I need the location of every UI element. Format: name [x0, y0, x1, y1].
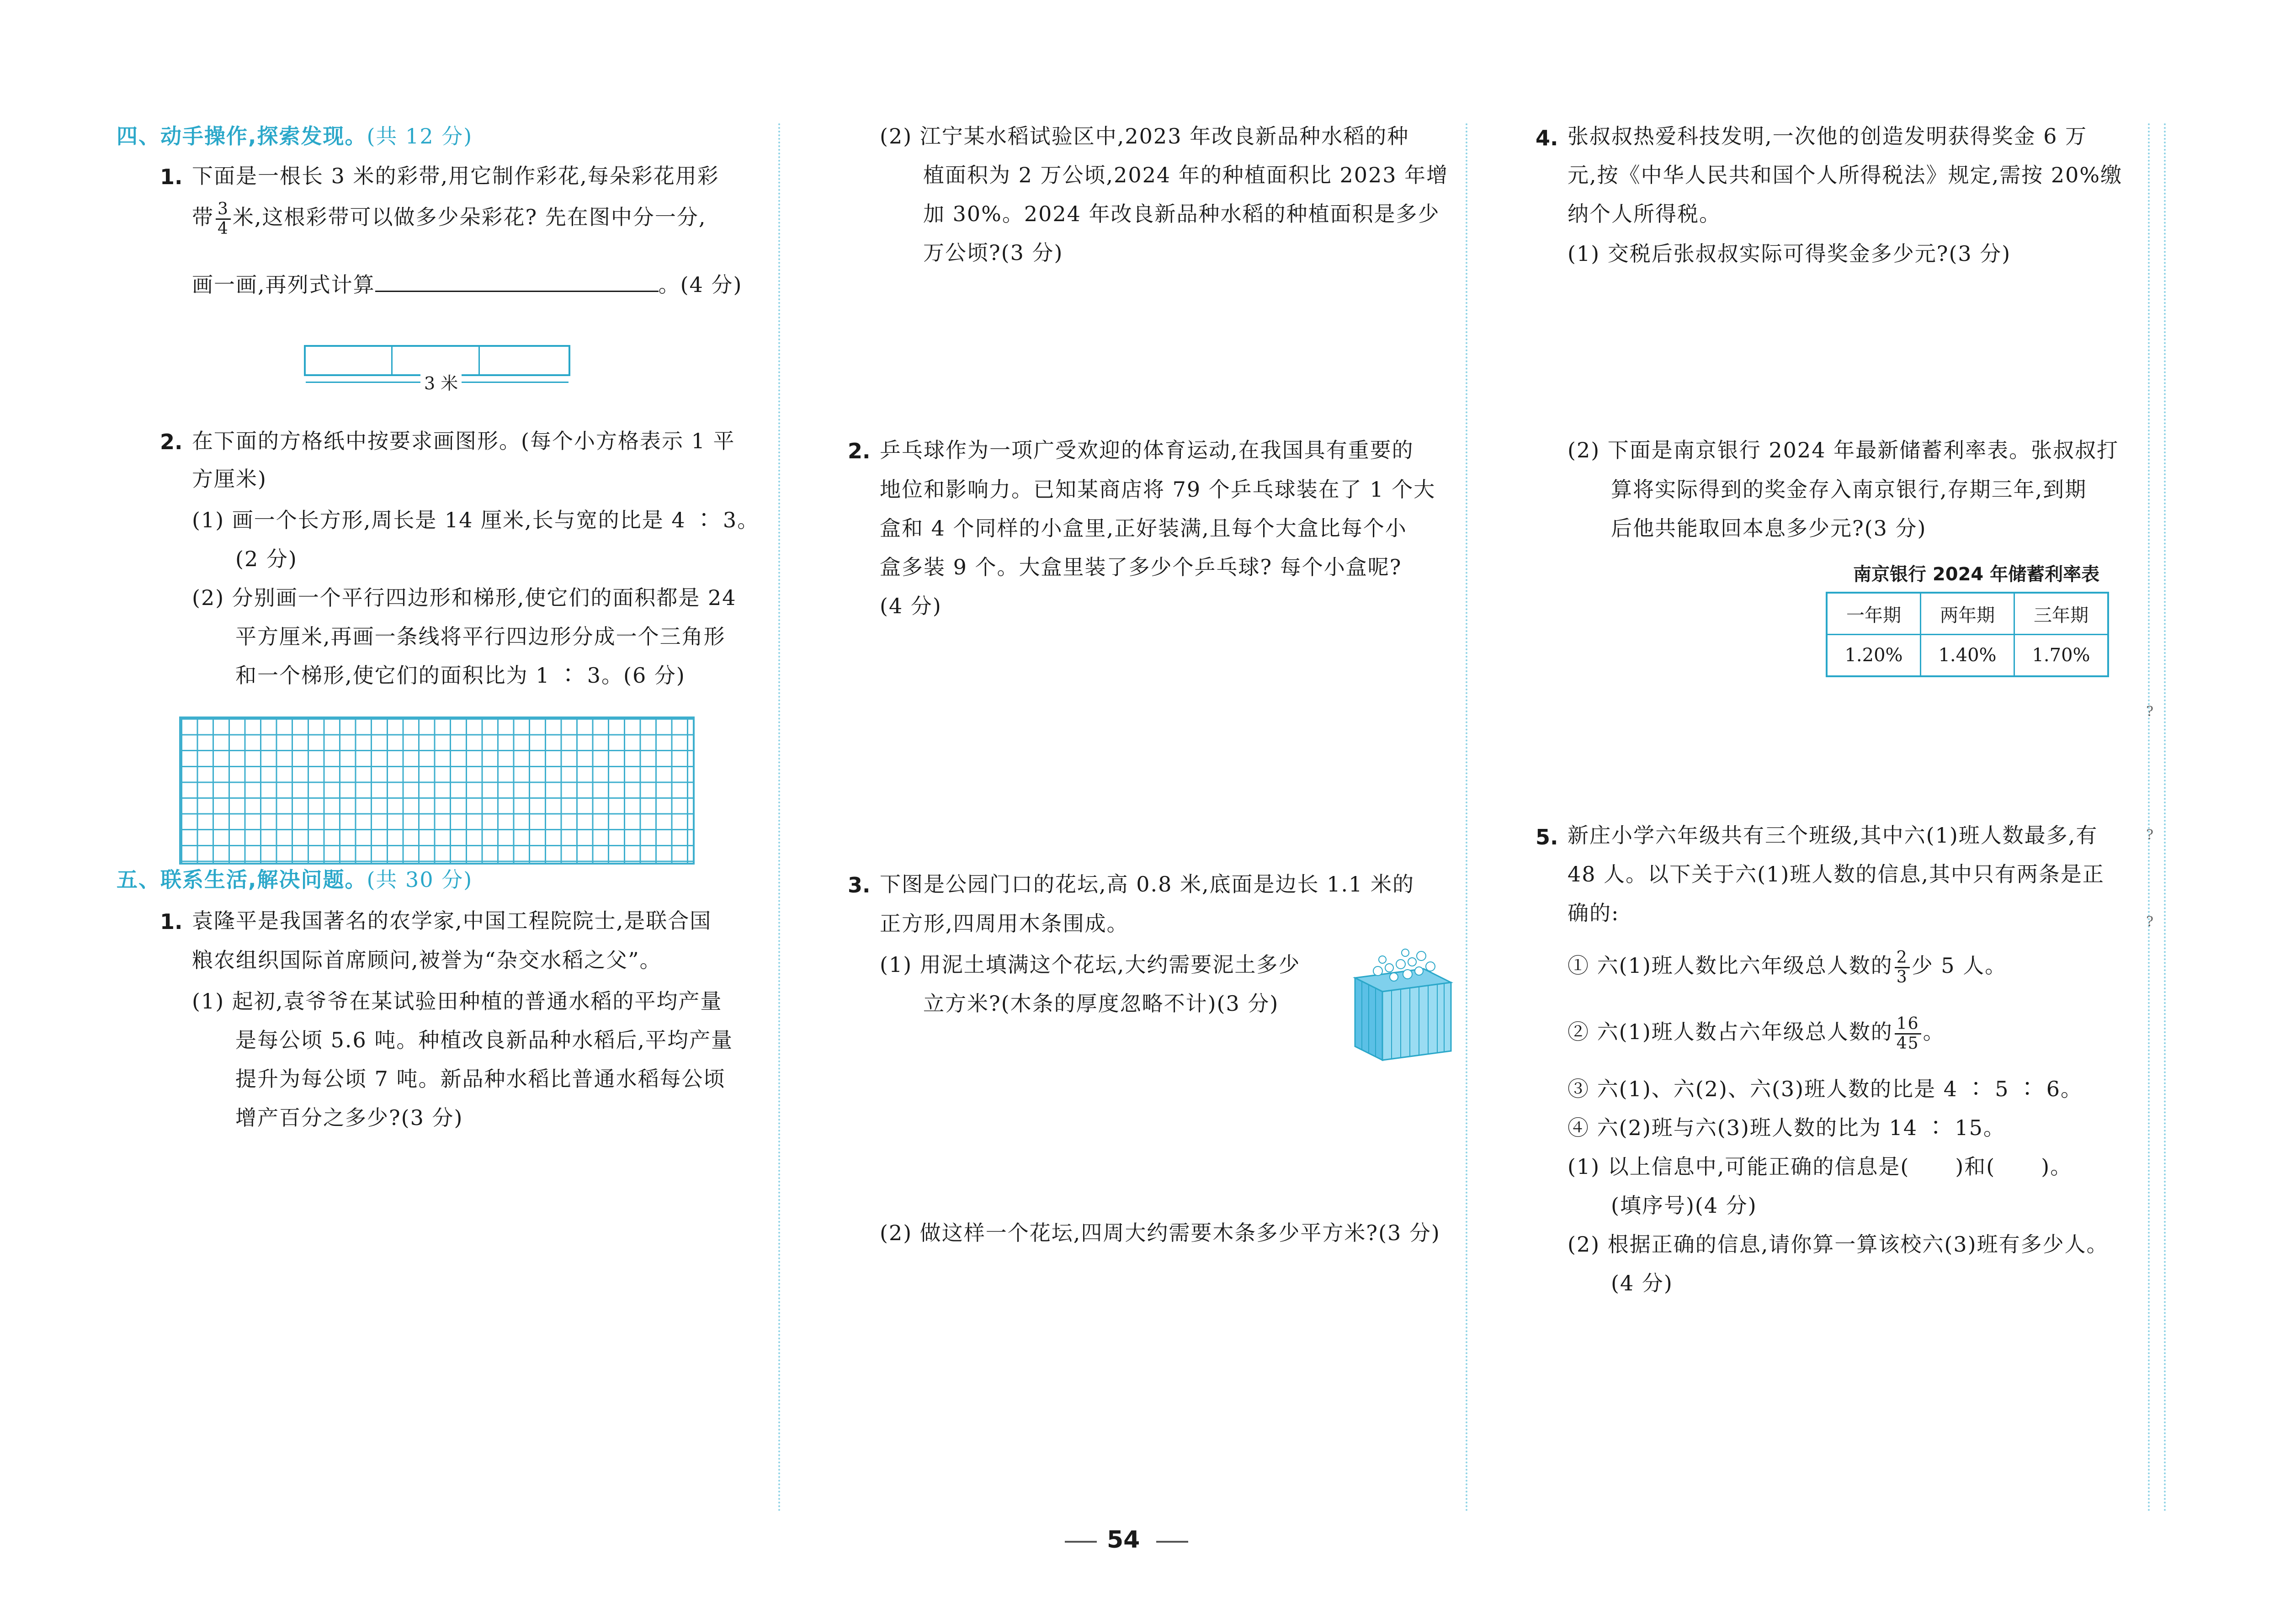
table-header-cell: 两年期: [1921, 593, 2014, 635]
question-text: 粮农组织国际首席顾问,被誉为“杂交水稻之父”。: [192, 948, 662, 972]
question-text: 算将实际得到的奖金存入南京银行,存期三年,到期: [1611, 477, 2087, 502]
question-number: 5.: [1536, 825, 1558, 849]
column-middle: [779, 0, 1465, 1624]
table-cell: 1.20%: [1827, 635, 1921, 677]
question-text: (2 分): [235, 547, 298, 571]
question-text: 袁隆平是我国著名的农学家,中国工程院院士,是联合国: [192, 908, 712, 933]
question-text: (2) 根据正确的信息,请你算一算该校六(3)班有多少人。: [1568, 1232, 2109, 1257]
question-text: ② 六(1)班人数占六年级总人数的 $\frac{16}{45}$ 。: [1568, 1014, 1945, 1053]
table-header-cell: 三年期: [2014, 593, 2109, 635]
question-number: 2.: [160, 430, 183, 454]
question-text: 和一个梯形,使它们的面积比为 1 ∶ 3。(6 分): [235, 663, 686, 688]
column-left: [0, 0, 777, 1624]
question-text: 加 30%。2024 年改良新品种水稻的种植面积是多少: [923, 202, 1440, 226]
question-text: (1) 用泥土填满这个花坛,大约需要泥土多少: [880, 952, 1301, 977]
flower-bed-illustration: [1350, 946, 1456, 1065]
table-header-cell: 一年期: [1827, 593, 1921, 635]
fraction: $\frac{2}{3}$: [1895, 949, 1910, 987]
binding-line-2: [2164, 123, 2166, 1513]
ribbon-length-label: 3 米: [420, 369, 462, 394]
question-text: (2) 江宁某水稻试验区中,2023 年改良新品种水稻的种: [880, 124, 1409, 149]
question-text: (4 分): [1611, 1271, 1673, 1295]
section-5-title: 五、联系生活,解决问题。(共 30 分): [117, 867, 473, 892]
question-text: 正方形,四周用木条围成。: [880, 911, 1129, 936]
question-text: ④ 六(2)班与六(3)班人数的比为 14 ∶ 15。: [1568, 1115, 2005, 1140]
question-text: 乒乓球作为一项广受欢迎的体育运动,在我国具有重要的: [880, 438, 1414, 462]
question-text: (1) 起初,袁爷爷在某试验田种植的普通水稻的平均产量: [192, 989, 723, 1014]
question-text: (4 分): [880, 594, 942, 618]
question-text: 下图是公园门口的花坛,高 0.8 米,底面是边长 1.1 米的: [880, 872, 1415, 897]
binding-line: [2148, 123, 2150, 1513]
question-text: 增产百分之多少?(3 分): [235, 1105, 463, 1130]
question-text: 画一画,再列式计算 。(4 分): [192, 265, 742, 304]
question-text: ① 六(1)班人数比六年级总人数的 $\frac{2}{3}$ 少 5 人。: [1568, 948, 2007, 987]
question-text: 立方米?(木条的厚度忽略不计)(3 分): [923, 991, 1279, 1016]
question-number: 2.: [848, 439, 871, 463]
question-text: 元,按《中华人民共和国个人所得税法》规定,需按 20%缴: [1568, 163, 2123, 187]
question-text: (填序号)(4 分): [1611, 1193, 1757, 1218]
question-text: 植面积为 2 万公顷,2024 年的种植面积比 2023 年增: [923, 163, 1449, 187]
binding-mark: ?: [2146, 704, 2154, 720]
binding-mark: ?: [2146, 827, 2154, 843]
question-text: (2) 下面是南京银行 2024 年最新储蓄利率表。张叔叔打: [1568, 438, 2119, 462]
question-text: 后他共能取回本息多少元?(3 分): [1611, 516, 1927, 541]
table-cell: 1.40%: [1921, 635, 2014, 677]
question-text: 地位和影响力。已知某商店将 79 个乒乓球装在了 1 个大: [880, 477, 1436, 502]
question-text: 提升为每公顷 7 吨。新品种水稻比普通水稻每公顷: [235, 1067, 726, 1091]
question-text: 盒多装 9 个。大盒里装了多少个乒乓球? 每个小盒呢?: [880, 555, 1402, 579]
interest-rate-table: [1826, 592, 2109, 677]
question-text: 48 人。以下关于六(1)班人数的信息,其中只有两条是正: [1568, 862, 2104, 886]
question-text: 带 $\frac{3}{4}$ 米,这根彩带可以做多少朵彩花? 先在图中分一分,: [192, 199, 707, 238]
question-text: 方厘米): [192, 467, 267, 491]
question-text: 张叔叔热爱科技发明,一次他的创造发明获得奖金 6 万: [1568, 124, 2088, 149]
question-text: (1) 以上信息中,可能正确的信息是( )和( )。: [1568, 1154, 2072, 1179]
page-number: 54: [1107, 1526, 1140, 1554]
question-text: 新庄小学六年级共有三个班级,其中六(1)班人数最多,有: [1568, 823, 2098, 848]
rate-table-title: 南京银行 2024 年储蓄利率表: [1853, 564, 2100, 585]
question-number: 1.: [160, 909, 183, 934]
question-text: (1) 画一个长方形,周长是 14 厘米,长与宽的比是 4 ∶ 3。: [192, 508, 760, 532]
question-text: 在下面的方格纸中按要求画图形。(每个小方格表示 1 平: [192, 429, 735, 453]
question-number: 1.: [160, 165, 183, 189]
column-right: [1467, 0, 2143, 1624]
question-text: 纳个人所得税。: [1568, 202, 1721, 226]
question-text: 下面是一根长 3 米的彩带,用它制作彩花,每朵彩花用彩: [192, 164, 719, 188]
fraction: $\frac{3}{4}$: [216, 200, 231, 238]
question-text: ③ 六(1)、六(2)、六(3)班人数的比是 4 ∶ 5 ∶ 6。: [1568, 1077, 2083, 1101]
question-text: (2) 做这样一个花坛,四周大约需要木条多少平方米?(3 分): [880, 1221, 1440, 1245]
question-text: (2) 分别画一个平行四边形和梯形,使它们的面积都是 24: [192, 585, 737, 610]
answer-blank[interactable]: [375, 268, 659, 292]
question-text: 盒和 4 个同样的小盒里,正好装满,且每个大盒比每个小: [880, 516, 1407, 541]
question-number: 4.: [1536, 126, 1558, 150]
question-text: 是每公顷 5.6 吨。种植改良新品种水稻后,平均产量: [235, 1028, 733, 1052]
question-text: 万公顷?(3 分): [923, 240, 1063, 265]
question-text: 确的:: [1568, 901, 1620, 925]
graph-paper-grid[interactable]: [179, 716, 695, 865]
table-cell: 1.70%: [2014, 635, 2109, 677]
question-text: 平方厘米,再画一条线将平行四边形分成一个三角形: [235, 624, 726, 649]
question-text: (1) 交税后张叔叔实际可得奖金多少元?(3 分): [1568, 241, 2011, 266]
page-number-dash: [1156, 1541, 1188, 1543]
page-number-dash: [1065, 1541, 1097, 1543]
question-number: 3.: [848, 873, 871, 897]
binding-mark: ?: [2146, 914, 2154, 930]
fraction: $\frac{16}{45}$: [1895, 1015, 1921, 1053]
section-4-title: 四、动手操作,探索发现。(共 12 分): [117, 124, 473, 149]
